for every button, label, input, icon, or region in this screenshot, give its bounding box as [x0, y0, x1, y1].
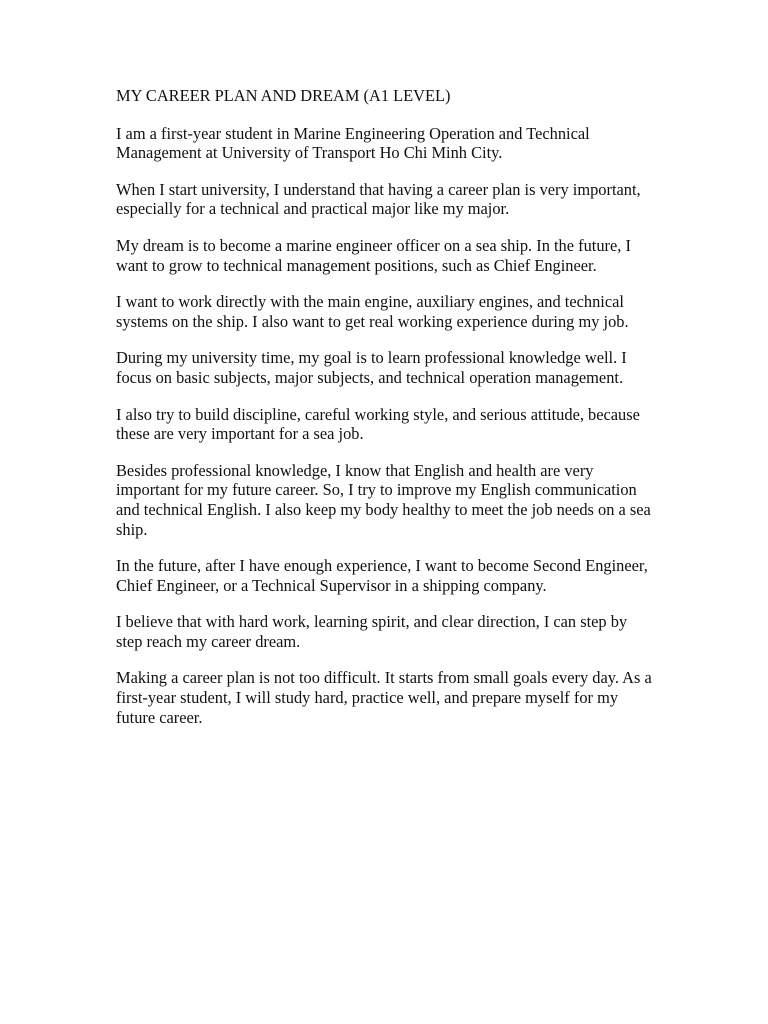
paragraph-university-goals: During my university time, my goal is to learn professional knowledge well. I focus on basic subjects, major subjects, and technical operation management. — [116, 348, 627, 387]
paragraph-belief: I believe that with hard work, learning spirit, and clear direction, I can step by step reach my career dream. — [116, 612, 628, 651]
document-body — [116, 86, 656, 744]
paragraph-future-positions: In the future, after I have enough experience, I want to become Second Engineer, Chief Engineer, or a Technical Supervisor in a shipping company. — [116, 556, 648, 595]
paragraph-dream: My dream is to become a marine engineer officer on a sea ship. In the future, I want to grow to technical management positions, such as Chief Engineer. — [116, 235, 631, 275]
paragraph-discipline: I also try to build discipline, careful working style, and serious attitude, because these are very important for a sea job. — [116, 404, 640, 444]
paragraph-english-health: Besides professional knowledge, I know that English and health are very important for my future career. So, I try to improve my English communication and technical English. I also keep my body healthy to meet the job needs on a sea ship. — [116, 460, 651, 539]
document-title: MY CAREER PLAN AND DREAM (A1 LEVEL) — [116, 86, 451, 105]
paragraph-conclusion: Making a career plan is not too difficult. It starts from small goals every day. As a first-year student, I will study hard, practice well, and prepare myself for my future career. — [116, 668, 652, 727]
paragraph-work-goals: I want to work directly with the main engine, auxiliary engines, and technical systems on the ship. I also want to get real working experience during my job. — [116, 292, 629, 331]
paragraph-intro: I am a first-year student in Marine Engineering Operation and Technical Management at University of Transport Ho Chi Minh City. — [116, 123, 590, 163]
paragraph-career-plan-importance: When I start university, I understand that having a career plan is very important, especially for a technical and practical major like my major. — [116, 179, 641, 219]
